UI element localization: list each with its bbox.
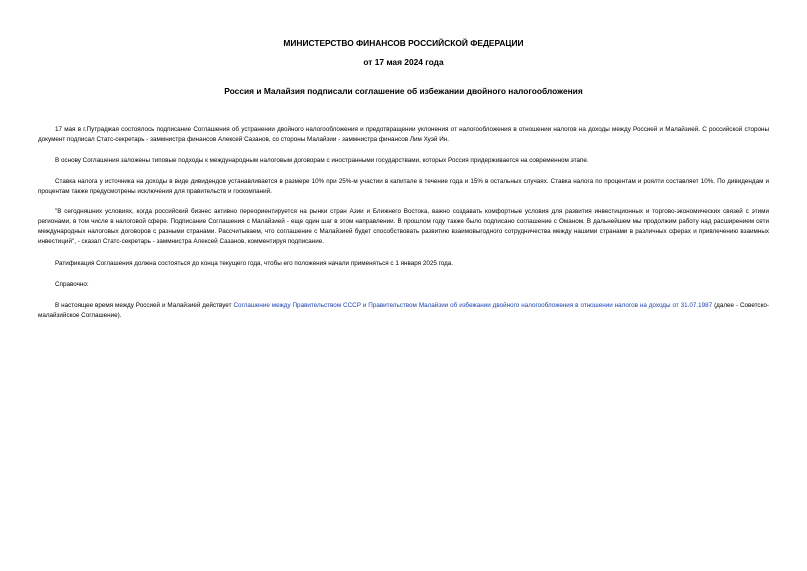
paragraph-quote: "В сегодняшних условиях, когда российский бизнес активно переориентируется на рынки стран Азии и Ближнего Востока, важно создавать комфортные условия для развития инвестиционных и торгово-экономических связей с этими регионами, в том числе в налоговой сфере. Подписание Соглашения с Малайзией - еще один шаг в этом направлении. В прошлом году также было подписано соглашение с Оманом. В дальнейшем мы продолжим работу над расширением сети международных налоговых договоров с разными странами. Рассчитываем, что соглашение с Малайзией будет способствовать развитию взаимовыгодного сотрудничества между нашими странами в различных сферах и привлечению взаимных инвестиций", - сказал Статс-секретарь - заммнистра Алексей Сазанов, комментируя подписание.: [38, 208, 769, 245]
document-date: от 17 мая 2024 года: [363, 57, 444, 67]
paragraph-approaches: В основу Соглашения заложены типовые подходы к международным налоговым договорам с иностранными государствами, которых Россия придерживается на современном этапе.: [55, 157, 589, 164]
paragraph-current-agreement: [38, 301, 769, 321]
paragraph-ratification: Ратификация Соглашения должна состояться до конца текущего года, чтобы его положения начали применяться с 1 января 2025 года.: [55, 260, 454, 267]
soviet-malaysian-agreement-link[interactable]: Соглашение между Правительством СССР и Правительством Малайзии об избежании двойного налогообложения в отношении налогов на доходы от 31.07.1987: [233, 302, 713, 309]
paragraph-signing: 17 мая в г.Путраджая состоялось подписание Соглашения об устранении двойного налогообложения и предотвращении уклонения от налогообложения в отношении налогов на доходы между Россией и Малайзией. С российской стороны документ подписал Статс-секретарь - заммнистра финансов Алексей Сазанов, со стороны Малайзии - заммнистра финансов Лим Хуэй Ин.: [38, 126, 769, 143]
ministry-heading: МИНИСТЕРСТВО ФИНАНСОВ РОССИЙСКОЙ ФЕДЕРАЦИИ: [283, 38, 524, 48]
current-agreement-text-before: В настоящее время между Россией и Малайзией действует: [55, 302, 234, 309]
paragraph-tax-rates: Ставка налога у источника на доходы в виде дивидендов устанавливается в размере 10% при 25%-м участии в капитале в течение года и 15% в остальных случаях. Ставка налога по процентам и роялти составляет 10%. По дивидендам и процентам также предусмотрены исключения для правительств и госкомпаний.: [38, 178, 769, 195]
document-title: Россия и Малайзия подписали соглашение об избежании двойного налогообложения: [224, 86, 583, 96]
paragraph-reference-label: Справочно:: [55, 281, 89, 288]
current-agreement-text-after: (далее - Советско-малайзийское Соглашение).: [38, 302, 769, 319]
